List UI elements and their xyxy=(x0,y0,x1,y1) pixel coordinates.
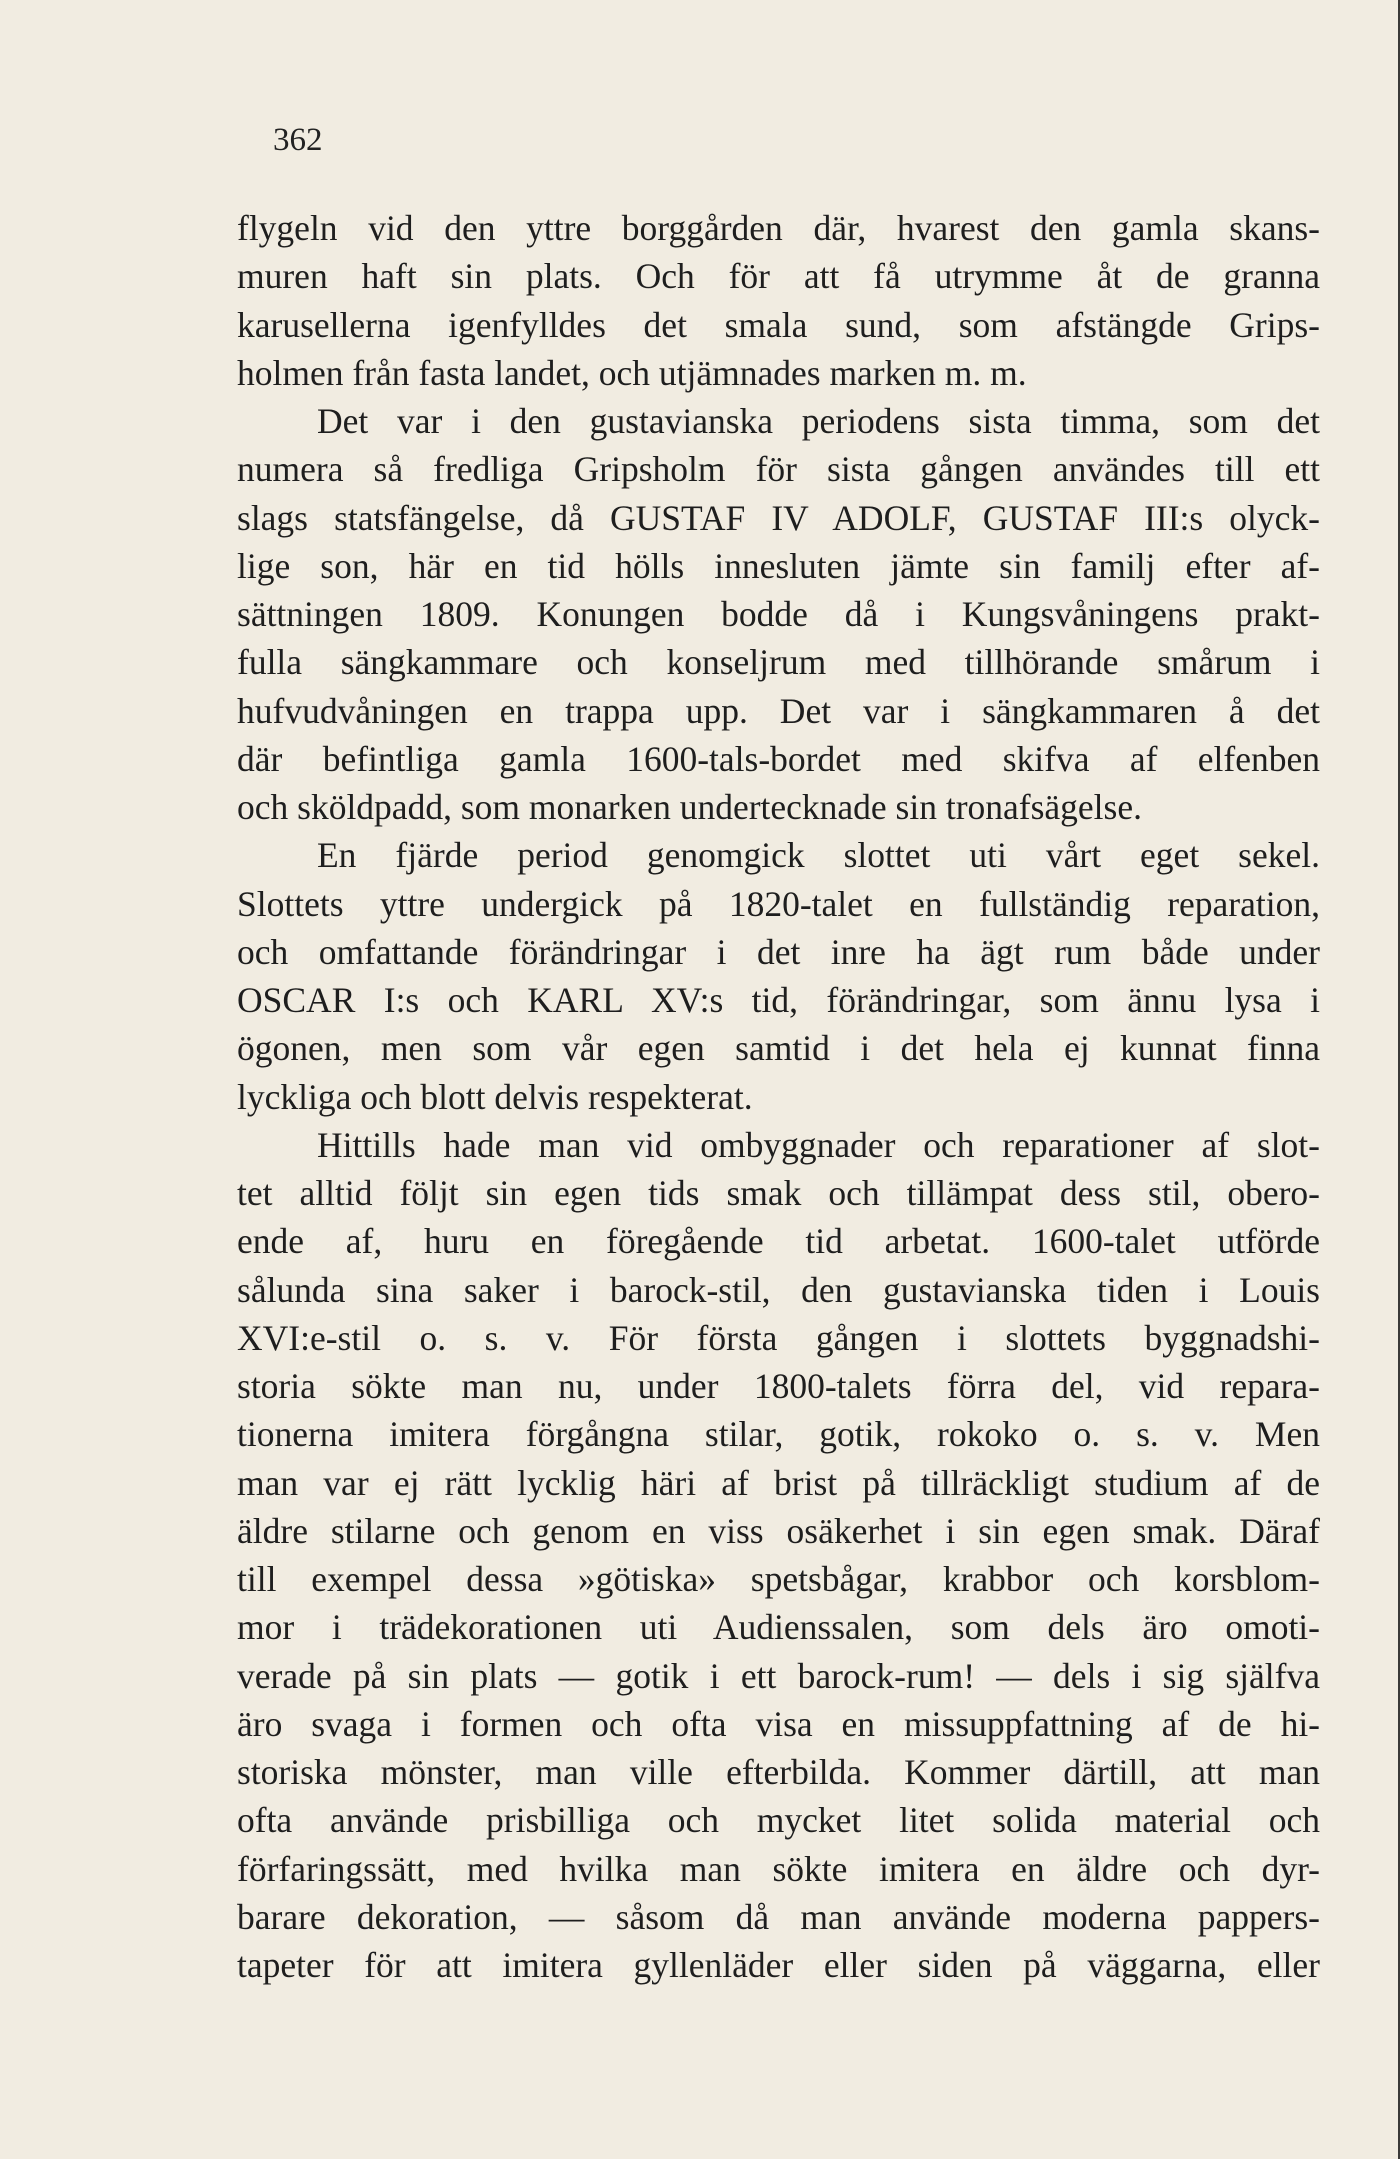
text-line: storiska mönster, man ville efterbilda. Kommer därtill, att man xyxy=(237,1752,1320,1792)
text-line: lyckliga och blott delvis respekterat. xyxy=(237,1076,753,1117)
text-line: fulla sängkammare och konseljrum med tillhörande smårum i xyxy=(237,642,1320,683)
text-line: ögonen, men som vår egen samtid i det hela ej kunnat finna xyxy=(237,1028,1320,1069)
text-line: En fjärde period genomgick slottet uti vårt eget sekel. xyxy=(317,835,1320,876)
text-line: muren haft sin plats. Och för att få utrymme åt de granna xyxy=(237,256,1320,297)
text-line: och sköldpadd, som monarken undertecknade sin tronafsägelse. xyxy=(237,787,1142,827)
text-line: lige son, här en tid hölls innesluten jämte sin familj efter af- xyxy=(237,545,1320,586)
page-number: 362 xyxy=(273,122,323,158)
text-line: numera så fredliga Gripsholm för sista gången användes till ett xyxy=(237,449,1320,490)
text-line: verade på sin plats — gotik i ett barock-rum! — dels i sig själfva xyxy=(237,1655,1320,1696)
text-line: där befintliga gamla 1600-tals-bordet med skifva af elfenben xyxy=(237,738,1320,779)
text-line: storia sökte man nu, under 1800-talets förra del, vid repara- xyxy=(237,1366,1320,1406)
text-line: och omfattande förändringar i det inre ha ägt rum både under xyxy=(237,931,1320,972)
text-line: tionerna imitera förgångna stilar, gotik, rokoko o. s. v. Men xyxy=(237,1414,1320,1455)
text-line: äldre stilarne och genom en viss osäkerhet i sin egen smak. Däraf xyxy=(237,1510,1320,1551)
text-line: till exempel dessa »götiska» spetsbågar, krabbor och korsblom- xyxy=(237,1559,1320,1599)
text-line: man var ej rätt lycklig häri af brist på tillräckligt studium af de xyxy=(237,1462,1320,1503)
text-line: äro svaga i formen och ofta visa en missuppfattning af de hi- xyxy=(237,1703,1320,1744)
text-line: OSCAR I:s och KARL XV:s tid, förändringar, som ännu lysa i xyxy=(237,980,1320,1020)
text-line: Det var i den gustavianska periodens sista timma, som det xyxy=(317,401,1320,441)
text-line: förfaringssätt, med hvilka man sökte imitera en äldre och dyr- xyxy=(237,1848,1320,1889)
text-line: Hittills hade man vid ombyggnader och reparationer af slot- xyxy=(317,1124,1320,1165)
text-line: ende af, huru en föregående tid arbetat. 1600-talet utförde xyxy=(237,1221,1320,1262)
text-line: tapeter för att imitera gyllenläder eller siden på väggarna, eller xyxy=(237,1945,1320,1985)
text-line: XVI:e-stil o. s. v. För första gången i slottets byggnadshi- xyxy=(237,1317,1320,1358)
text-line: hufvudvåningen en trappa upp. Det var i sängkammaren å det xyxy=(237,690,1320,731)
text-line: flygeln vid den yttre borggården där, hvarest den gamla skans- xyxy=(237,208,1320,248)
text-line: sålunda sina saker i barock-stil, den gustavianska tiden i Louis xyxy=(237,1269,1320,1310)
body-text xyxy=(237,204,1320,1989)
text-line: ofta använde prisbilliga och mycket litet solida material och xyxy=(237,1800,1320,1841)
text-line: tet alltid följt sin egen tids smak och tillämpat dess stil, obero- xyxy=(237,1173,1320,1213)
text-line: Slottets yttre undergick på 1820-talet en fullständig reparation, xyxy=(237,883,1320,924)
text-line: holmen från fasta landet, och utjämnades marken m. m. xyxy=(237,352,1027,393)
text-line: mor i trädekorationen uti Audienssalen, som dels äro omoti- xyxy=(237,1607,1320,1648)
text-line: karusellerna igenfylldes det smala sund, som afstängde Grips- xyxy=(237,304,1320,345)
text-line: sättningen 1809. Konungen bodde då i Kungsvåningens prakt- xyxy=(237,594,1320,634)
text-line: barare dekoration, — såsom då man använde moderna pappers- xyxy=(237,1896,1320,1937)
text-line: slags statsfängelse, då GUSTAF IV ADOLF, GUSTAF III:s olyck- xyxy=(237,497,1320,538)
